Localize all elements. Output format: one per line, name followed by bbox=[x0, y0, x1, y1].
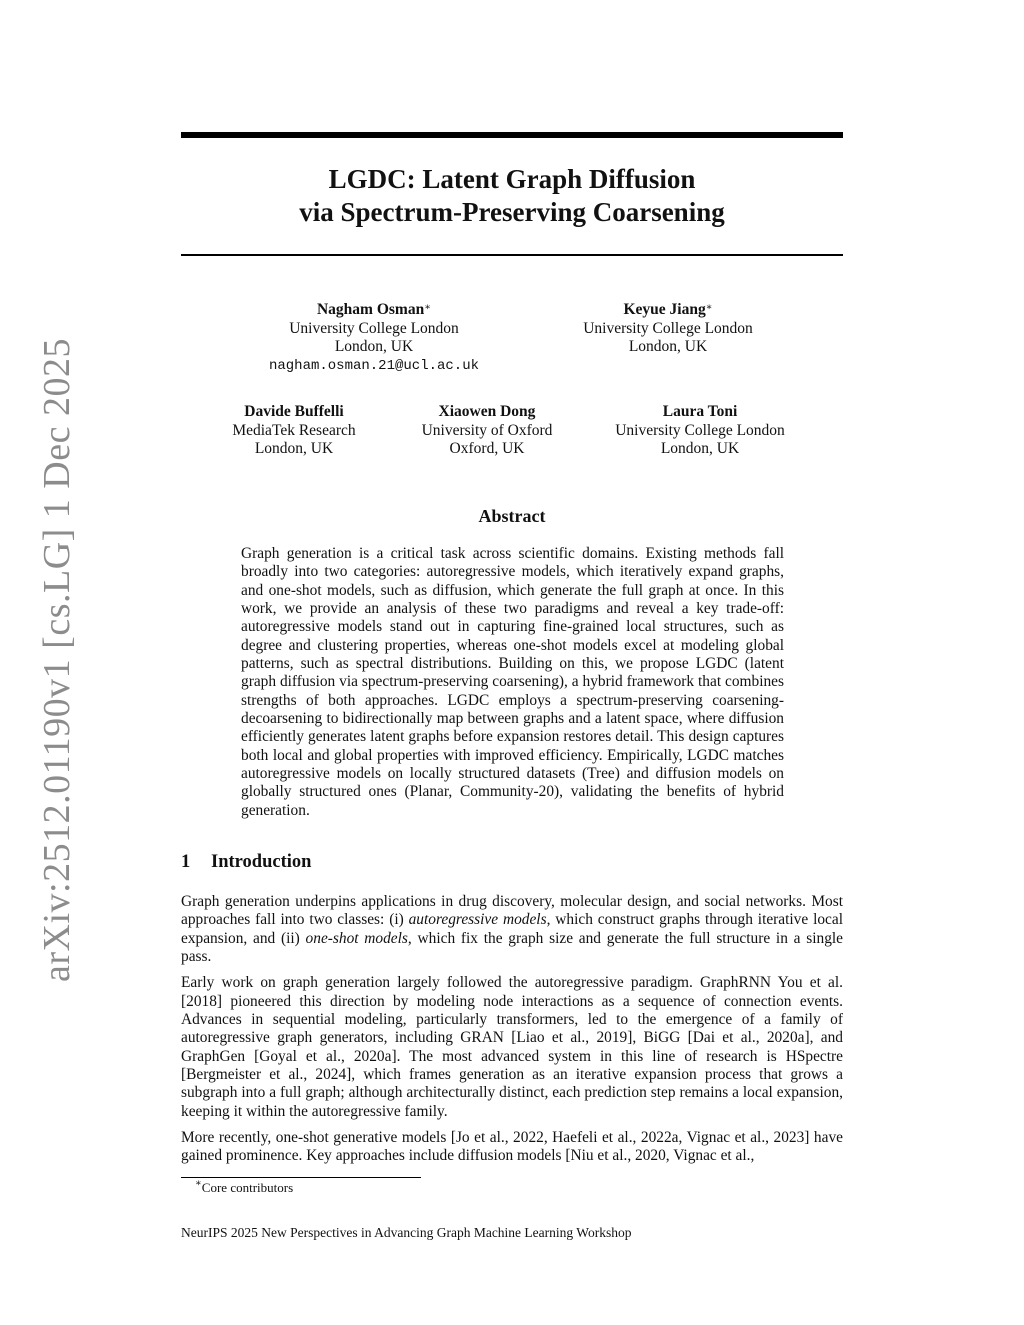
title-bottom-rule bbox=[181, 254, 843, 256]
author-block-buffelli bbox=[194, 403, 394, 459]
author-name: Keyue Jiang∗ bbox=[623, 301, 713, 318]
author-affiliation: University College London bbox=[583, 319, 753, 337]
section-title: Introduction bbox=[211, 852, 312, 872]
author-location: London, UK bbox=[628, 338, 708, 355]
venue-footer: NeurIPS 2025 New Perspectives in Advancing Graph Machine Learning Workshop bbox=[181, 1225, 632, 1240]
title-top-rule bbox=[181, 132, 843, 138]
author-name: Xiaowen Dong bbox=[438, 403, 536, 420]
author-name: Laura Toni bbox=[662, 403, 738, 420]
author-affiliation: University College London bbox=[615, 421, 785, 439]
arxiv-identifier-stamp: arXiv:2512.01190v1 [cs.LG] 1 Dec 2025 bbox=[36, 338, 78, 982]
author-name: Nagham Osman∗ bbox=[316, 301, 432, 318]
author-location: London, UK bbox=[660, 440, 740, 457]
author-block-jiang bbox=[518, 301, 818, 357]
author-block-toni bbox=[580, 403, 820, 459]
author-location: London, UK bbox=[254, 440, 334, 457]
intro-paragraph-3: More recently, one-shot generative models [Jo et al., 2022, Haefeli et al., 2022a, Vignac et al., 2023] have gained prominence. Key approaches include diffusion models [Niu et al., 2020, Vignac et al., bbox=[181, 1129, 843, 1165]
section-heading-introduction bbox=[181, 852, 311, 873]
title-line-2: via Spectrum-Preserving Coarsening bbox=[299, 197, 725, 227]
footnote: ∗Core contributors bbox=[195, 1178, 294, 1195]
intro-paragraph-2: Early work on graph generation largely followed the autoregressive paradigm. GraphRNN You et al. [2018] pioneered this direction by modeling node interactions as a sequence of connection events. Advances in sequential modeling, particularly transformers, led to the emergence of a family of autoregressive graph generators, including GRAN [Liao et al., 2019], BiGG [Dai et al., 2020a], and GraphGen [Goyal et al., 2020a]. The most advanced system in this line of research is HSpectre [Bergmeister et al., 2024], which frames generation as an iterative expansion process that grows a subgraph into a full graph; although architecturally distinct, each prediction step remains a local expansion, keeping it within the autoregressive family. bbox=[181, 974, 843, 1120]
author-block-osman bbox=[174, 301, 574, 375]
author-block-dong bbox=[387, 403, 587, 459]
abstract-text: Graph generation is a critical task across scientific domains. Existing methods fall broadly into two categories: autoregressive models, which iteratively expand graphs, and one-shot models, such as diffusion, which generate the full graph at once. In this work, we provide an analysis of these two paradigms and reveal a key trade-off: autoregressive models stand out in capturing fine-grained local structures, such as degree and clustering properties, whereas one-shot models excel at modeling global patterns, such as spectral distributions. Building on this, we propose LGDC (latent graph diffusion via spectrum-preserving coarsening), a hybrid framework that combines strengths of both approaches. LGDC employs a spectrum-preserving coarsening-decoarsening to bidirectionally map between graphs and a latent space, where diffusion efficiently generates latent graphs before expansion restores detail. This design captures both local and global properties with improved efficiency. Empirically, LGDC matches autoregressive models on locally structured datasets (Tree) and diffusion models on globally structured ones (Planar, Community-20), validating the benefits of hybrid generation. bbox=[241, 545, 784, 819]
author-name: Davide Buffelli bbox=[244, 403, 344, 420]
author-affiliation: MediaTek Research bbox=[232, 421, 356, 439]
abstract-heading: Abstract bbox=[478, 506, 546, 526]
intro-paragraph-1: Graph generation underpins applications in drug discovery, molecular design, and social networks. Most approaches fall into two classes: (i) autoregressive models, which construct graphs through iterative local expansion, and (ii) one-shot models, which fix the graph size and generate the full structure in a single pass. bbox=[181, 893, 843, 966]
author-location: Oxford, UK bbox=[449, 440, 525, 457]
paper-title bbox=[181, 163, 843, 229]
author-affiliation: University College London bbox=[289, 319, 459, 337]
author-location: London, UK bbox=[334, 338, 414, 355]
author-affiliation: University of Oxford bbox=[421, 421, 553, 439]
footnote-rule bbox=[181, 1177, 421, 1178]
author-email[interactable]: nagham.osman.21@ucl.ac.uk bbox=[268, 357, 480, 374]
introduction-body bbox=[181, 893, 843, 1174]
section-number: 1 bbox=[181, 852, 191, 872]
title-line-1: LGDC: Latent Graph Diffusion bbox=[328, 164, 696, 194]
